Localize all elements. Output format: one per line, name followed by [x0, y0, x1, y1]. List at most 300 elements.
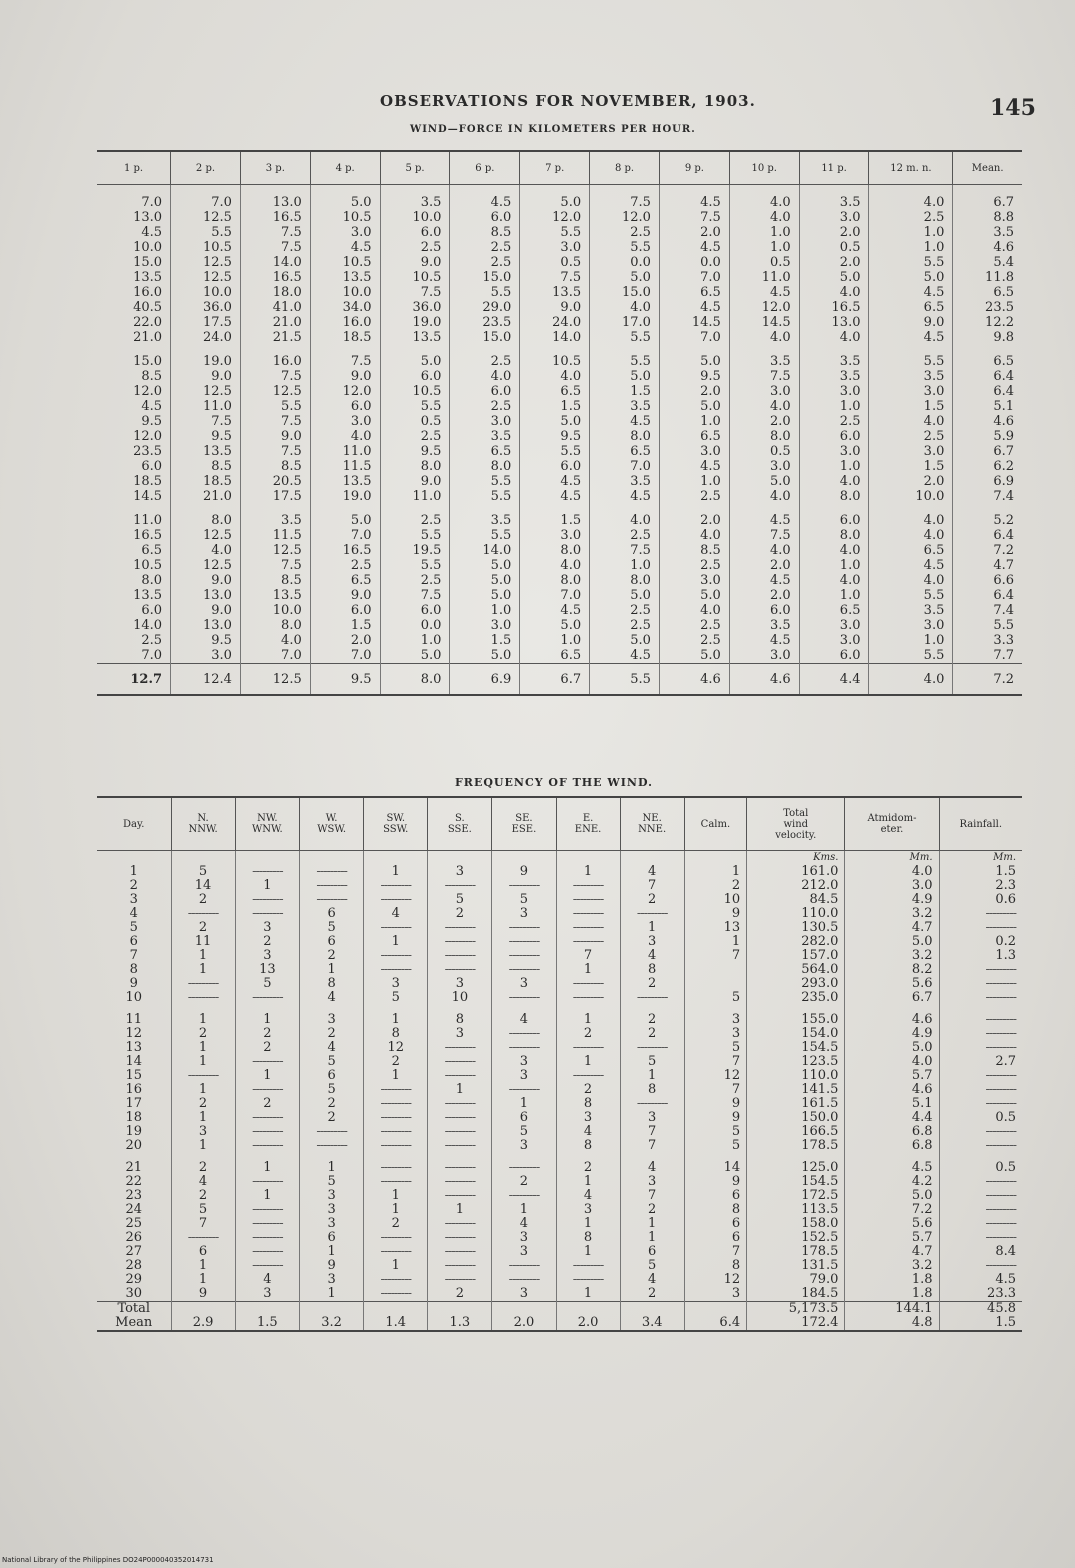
table-cell: 2 [556, 1083, 620, 1097]
table-cell: 21.0 [240, 315, 310, 330]
table-cell: 10.5 [133, 558, 163, 573]
empty-cell: --------- [492, 949, 556, 963]
table-cell: 1 [235, 1161, 299, 1175]
table-cell: 2.5 [380, 513, 450, 528]
table-cell: 4.0 [590, 513, 660, 528]
table-cell: 4 [556, 1189, 620, 1203]
empty-cell: --------- [364, 949, 428, 963]
unit-cell [235, 851, 299, 866]
table-cell: 3.0 [659, 573, 729, 588]
table-cell: 8.0 [380, 459, 450, 474]
table-cell: 5.9 [953, 429, 1022, 444]
table-cell: 152.5 [747, 1231, 845, 1245]
table-cell: 4.0 [520, 558, 590, 573]
table-cell: 3 [620, 1111, 684, 1125]
table-cell: 3 [492, 1139, 556, 1153]
table-cell: 10.0 [380, 210, 450, 225]
mean-cell: 2.0 [556, 1316, 620, 1331]
empty-cell: --------- [428, 1231, 492, 1245]
day-cell: 16 [125, 1082, 143, 1097]
empty-cell: --------- [939, 1189, 1022, 1203]
table-cell: 2.0 [729, 588, 799, 603]
day-cell: 21 [125, 1160, 143, 1175]
table-cell: 5 [171, 865, 235, 879]
table-cell: 36.0 [380, 300, 450, 315]
spacer-cell [953, 185, 1022, 196]
table-cell: 564.0 [747, 963, 845, 977]
empty-cell: --------- [492, 1189, 556, 1203]
total-cell [364, 1302, 428, 1317]
mean-cell: 1.5 [939, 1316, 1022, 1331]
table-cell: 3.0 [450, 414, 520, 429]
table-row [97, 603, 1022, 618]
spacer-cell [310, 185, 380, 196]
table-cell: 7.0 [659, 270, 729, 285]
table-cell: 3.5 [799, 369, 869, 384]
table-cell: 79.0 [747, 1273, 845, 1287]
empty-cell: --------- [556, 879, 620, 893]
table-cell: 5.5 [520, 444, 590, 459]
table-row [97, 489, 1022, 504]
table-cell: 1.0 [729, 240, 799, 255]
empty-cell: --------- [492, 879, 556, 893]
table-cell: 8.5 [141, 369, 163, 384]
table-cell: 7.0 [240, 648, 310, 664]
table-cell: 0.5 [799, 240, 869, 255]
table-cell: 154.5 [747, 1041, 845, 1055]
table-cell: 2.5 [310, 558, 380, 573]
unit-cell: Kms. [747, 851, 845, 866]
table-cell: 4 [235, 1273, 299, 1287]
table-cell: 5.5 [869, 255, 953, 270]
table-cell: 5.7 [845, 1231, 939, 1245]
frequency-header-cell: Day. [97, 797, 171, 851]
table-cell: 6.8 [845, 1125, 939, 1139]
table-cell: 2 [171, 921, 235, 935]
table-cell: 6.0 [799, 429, 869, 444]
frequency-header-cell: Rainfall. [939, 797, 1022, 851]
empty-cell: --------- [556, 1259, 620, 1273]
table-cell: 19.5 [380, 543, 450, 558]
table-cell: 1.0 [869, 225, 953, 240]
total-cell [171, 1302, 235, 1317]
gap-cell [450, 345, 520, 354]
mean-cell: 4.0 [869, 664, 953, 696]
table-cell: 4.9 [845, 1027, 939, 1041]
table-cell: 2 [620, 893, 684, 907]
table-title-force: WIND—FORCE IN KILOMETERS PER HOUR. [410, 124, 696, 135]
gap-cell [240, 345, 310, 354]
empty-cell: --------- [364, 1139, 428, 1153]
table-cell: 5.0 [659, 648, 729, 664]
table-cell: 3 [364, 977, 428, 991]
table-cell: 18.5 [310, 330, 380, 345]
table-cell: 3 [428, 977, 492, 991]
empty-cell: --------- [492, 1259, 556, 1273]
table-cell: 13.5 [310, 270, 380, 285]
table-cell: 154.5 [747, 1175, 845, 1189]
table-cell: 6.5 [953, 354, 1022, 369]
empty-cell: --------- [492, 921, 556, 935]
table-cell: 3.0 [450, 618, 520, 633]
table-cell: 13 [684, 921, 746, 935]
table-cell: 19.0 [310, 489, 380, 504]
empty-cell: --------- [364, 879, 428, 893]
day-cell: 30 [125, 1286, 143, 1301]
table-cell: 4.5 [729, 285, 799, 300]
table-cell: 23.5 [450, 315, 520, 330]
table-cell: 158.0 [747, 1217, 845, 1231]
table-cell: 235.0 [747, 991, 845, 1005]
table-cell: 7 [620, 879, 684, 893]
group-gap [97, 1005, 1022, 1013]
table-cell: 1.0 [520, 633, 590, 648]
table-row [97, 1083, 1022, 1097]
table-cell: 1 [171, 1083, 235, 1097]
table-cell: 14.0 [450, 543, 520, 558]
table-cell: 4.0 [845, 865, 939, 879]
table-cell: 6 [684, 1189, 746, 1203]
mean-cell: 6.7 [520, 664, 590, 696]
table-cell: 4.0 [729, 543, 799, 558]
unit-cell [171, 851, 235, 866]
table-cell: 9.5 [380, 444, 450, 459]
table-cell: 9.5 [141, 414, 163, 429]
empty-cell: --------- [300, 879, 364, 893]
table-cell: 3.0 [869, 444, 953, 459]
table-row [97, 573, 1022, 588]
table-row [97, 1111, 1022, 1125]
day-cell: 5 [129, 920, 138, 935]
total-cell: 5,173.5 [747, 1302, 845, 1317]
table-cell: 1.5 [520, 399, 590, 414]
table-cell: 6.2 [953, 459, 1022, 474]
empty-cell: --------- [492, 935, 556, 949]
table-cell: 5.0 [590, 588, 660, 603]
table-cell: 1.0 [799, 588, 869, 603]
table-cell: 17.5 [171, 315, 241, 330]
empty-cell: --------- [620, 991, 684, 1005]
table-cell: 6 [492, 1111, 556, 1125]
empty-cell: --------- [939, 1175, 1022, 1189]
table-cell: 3.5 [450, 429, 520, 444]
table-cell: 1 [364, 1069, 428, 1083]
table-cell: 2.5 [380, 240, 450, 255]
table-cell: 2.5 [659, 489, 729, 504]
table-cell: 2.0 [799, 255, 869, 270]
table-cell: 4.5 [659, 195, 729, 210]
table-cell: 6 [300, 1231, 364, 1245]
table-cell: 4.9 [845, 893, 939, 907]
table-cell: 6.0 [520, 459, 590, 474]
group-gap [97, 1153, 1022, 1161]
table-row [97, 225, 1022, 240]
table-cell: 1.0 [659, 414, 729, 429]
table-cell: 3 [235, 1287, 299, 1302]
table-cell: 11.5 [240, 528, 310, 543]
table-cell: 3.5 [869, 369, 953, 384]
table-cell: 4.0 [729, 195, 799, 210]
table-cell: 1 [556, 1245, 620, 1259]
empty-cell: --------- [939, 1259, 1022, 1273]
table-cell: 1 [235, 1189, 299, 1203]
table-cell: 184.5 [747, 1287, 845, 1302]
table-cell: 4.5 [939, 1273, 1022, 1287]
table-cell: 3 [684, 1027, 746, 1041]
table-cell: 13.0 [133, 210, 163, 225]
table-cell: 10 [684, 893, 746, 907]
gap-cell [450, 504, 520, 513]
table-row [97, 865, 1022, 879]
empty-cell: --------- [364, 1083, 428, 1097]
table-cell: 2.5 [659, 558, 729, 573]
day-cell: 26 [125, 1230, 143, 1245]
table-cell: 1 [171, 963, 235, 977]
table-cell: 6.9 [953, 474, 1022, 489]
table-cell: 4.7 [845, 921, 939, 935]
table-row [97, 588, 1022, 603]
table-cell: 6.0 [799, 513, 869, 528]
day-cell: 24 [125, 1202, 143, 1217]
table-cell: 22.0 [133, 315, 163, 330]
table-cell: 8.0 [520, 573, 590, 588]
table-cell: 4.5 [845, 1161, 939, 1175]
table-cell: 15.0 [133, 255, 163, 270]
table-cell: 6.7 [953, 195, 1022, 210]
table-cell: 12.0 [520, 210, 590, 225]
table-cell: 9 [171, 1287, 235, 1302]
table-cell: 18.5 [133, 474, 163, 489]
table-cell: 12 [364, 1041, 428, 1055]
table-cell: 8 [364, 1027, 428, 1041]
table-cell: 2 [171, 1097, 235, 1111]
force-body [97, 185, 1022, 696]
table-cell: 3.5 [953, 225, 1022, 240]
table-row [97, 907, 1022, 921]
table-cell: 41.0 [240, 300, 310, 315]
mean-cell: 3.4 [620, 1316, 684, 1331]
empty-cell: --------- [364, 1287, 428, 1302]
empty-cell: --------- [428, 1139, 492, 1153]
table-cell: 3.0 [729, 648, 799, 664]
table-cell: 4.0 [799, 543, 869, 558]
gap-cell [590, 504, 660, 513]
table-cell: 6.4 [953, 369, 1022, 384]
table-cell: 6.5 [520, 384, 590, 399]
table-cell: 6 [684, 1217, 746, 1231]
table-cell: 10.0 [240, 603, 310, 618]
table-cell: 7 [620, 1125, 684, 1139]
day-cell: 22 [125, 1174, 143, 1189]
table-cell: 4.5 [869, 558, 953, 573]
table-cell: 1 [364, 1203, 428, 1217]
empty-cell: --------- [235, 1111, 299, 1125]
table-cell: 5 [620, 1055, 684, 1069]
table-cell: 3 [492, 1069, 556, 1083]
table-cell: 7 [684, 1083, 746, 1097]
table-cell: 5 [300, 1175, 364, 1189]
table-row [97, 459, 1022, 474]
table-cell: 3.5 [590, 474, 660, 489]
table-cell: 5 [171, 1203, 235, 1217]
table-cell: 3 [620, 1175, 684, 1189]
table-row [97, 1203, 1022, 1217]
table-cell: 2 [235, 935, 299, 949]
table-cell: 7.0 [590, 459, 660, 474]
table-cell: 12.0 [310, 384, 380, 399]
mean-cell: 4.6 [729, 664, 799, 696]
total-cell [620, 1302, 684, 1317]
empty-cell: --------- [235, 1259, 299, 1273]
table-cell: 1 [300, 963, 364, 977]
table-cell: 6.0 [380, 369, 450, 384]
table-cell: 2 [235, 1097, 299, 1111]
table-cell: 5.0 [729, 474, 799, 489]
table-cell: 13.5 [310, 474, 380, 489]
table-row [97, 1245, 1022, 1259]
table-cell: 5.5 [450, 528, 520, 543]
table-cell: 3.0 [799, 384, 869, 399]
table-cell: 14.5 [133, 489, 163, 504]
table-cell: 5.5 [590, 330, 660, 345]
table-cell: 8.0 [729, 429, 799, 444]
table-cell: 2 [300, 949, 364, 963]
table-cell: 12.0 [590, 210, 660, 225]
table-cell: 1 [428, 1203, 492, 1217]
table-cell: 6.0 [141, 459, 163, 474]
empty-cell: --------- [235, 1083, 299, 1097]
table-cell: 11.0 [171, 399, 241, 414]
gap-cell [520, 504, 590, 513]
table-cell: 3.0 [799, 210, 869, 225]
table-row [97, 528, 1022, 543]
mean-cell: 12.4 [171, 664, 241, 696]
table-cell: 1 [171, 1041, 235, 1055]
table-cell: 8.0 [520, 543, 590, 558]
table-cell: 2.0 [659, 513, 729, 528]
frequency-header-cell: NW. WNW. [235, 797, 299, 851]
empty-cell: --------- [492, 1041, 556, 1055]
table-cell: 2.5 [450, 354, 520, 369]
table-cell: 5.0 [450, 648, 520, 664]
table-cell: 9 [300, 1259, 364, 1273]
table-cell: 8 [428, 1013, 492, 1027]
table-cell: 8 [556, 1139, 620, 1153]
table-cell: 1 [171, 1139, 235, 1153]
frequency-header-cell: W. WSW. [300, 797, 364, 851]
table-row [97, 285, 1022, 300]
table-cell: 14.0 [133, 618, 163, 633]
table-row [97, 210, 1022, 225]
empty-cell: --------- [556, 935, 620, 949]
spacer-cell [97, 185, 171, 196]
table-row [97, 1175, 1022, 1189]
table-cell: 12.5 [240, 543, 310, 558]
table-cell: 3.0 [799, 633, 869, 648]
table-cell: 1 [171, 1259, 235, 1273]
day-cell: 27 [125, 1244, 143, 1259]
day-cell: 8 [129, 962, 138, 977]
table-cell: 2.0 [729, 414, 799, 429]
total-cell [684, 1302, 746, 1317]
table-cell: 15.0 [590, 285, 660, 300]
table-cell: 4.0 [845, 1055, 939, 1069]
table-cell: 7.5 [240, 225, 310, 240]
table-cell: 130.5 [747, 921, 845, 935]
table-cell: 10.0 [171, 285, 241, 300]
table-cell: 6.5 [310, 573, 380, 588]
table-cell: 34.0 [310, 300, 380, 315]
empty-cell: --------- [556, 1069, 620, 1083]
empty-cell: --------- [939, 963, 1022, 977]
table-cell: 4.5 [310, 240, 380, 255]
table-cell: 293.0 [747, 977, 845, 991]
table-cell: 2 [684, 879, 746, 893]
table-cell: 4.0 [729, 210, 799, 225]
force-header-cell: 6 p. [450, 151, 520, 185]
table-cell: 11 [171, 935, 235, 949]
table-cell: 9.0 [240, 429, 310, 444]
table-cell: 6.0 [310, 603, 380, 618]
table-cell: 1 [364, 1189, 428, 1203]
table-cell: 8.0 [590, 573, 660, 588]
table-cell: 16.0 [310, 315, 380, 330]
table-cell: 5 [620, 1259, 684, 1273]
table-cell: 154.0 [747, 1027, 845, 1041]
table-cell: 1.8 [845, 1273, 939, 1287]
table-cell: 8 [300, 977, 364, 991]
table-cell: 2 [300, 1027, 364, 1041]
table-row [97, 893, 1022, 907]
table-cell: 3.2 [845, 1259, 939, 1273]
mean-cell: 6.4 [684, 1316, 746, 1331]
table-row [97, 1041, 1022, 1055]
table-cell: 150.0 [747, 1111, 845, 1125]
table-cell: 1 [556, 1217, 620, 1231]
empty-cell: --------- [556, 977, 620, 991]
table-cell: 7.2 [845, 1203, 939, 1217]
empty-cell: --------- [364, 1111, 428, 1125]
table-cell: 4.0 [869, 513, 953, 528]
table-cell: 5 [684, 991, 746, 1005]
table-cell: 12.0 [133, 384, 163, 399]
empty-cell: --------- [235, 1139, 299, 1153]
table-cell: 2.5 [869, 429, 953, 444]
table-cell: 2.5 [659, 633, 729, 648]
table-cell: 11.0 [310, 444, 380, 459]
table-cell: 5.2 [953, 513, 1022, 528]
table-cell: 7.5 [380, 285, 450, 300]
table-cell: 11.8 [953, 270, 1022, 285]
gap-cell [380, 345, 450, 354]
table-row [97, 330, 1022, 345]
table-cell: 4 [492, 1217, 556, 1231]
frequency-header-cell: SE. ESE. [492, 797, 556, 851]
table-cell: 3 [492, 1231, 556, 1245]
table-cell: 6.6 [953, 573, 1022, 588]
table-cell: 5.0 [659, 588, 729, 603]
table-cell: 5 [684, 1041, 746, 1055]
table-cell: 2 [171, 893, 235, 907]
empty-cell: --------- [939, 991, 1022, 1005]
table-cell: 6.0 [450, 384, 520, 399]
table-cell: 0.2 [939, 935, 1022, 949]
table-row [97, 543, 1022, 558]
table-cell: 2 [364, 1217, 428, 1231]
table-cell: 16.5 [310, 543, 380, 558]
table-cell: 7.5 [659, 210, 729, 225]
table-cell: 2.0 [729, 558, 799, 573]
